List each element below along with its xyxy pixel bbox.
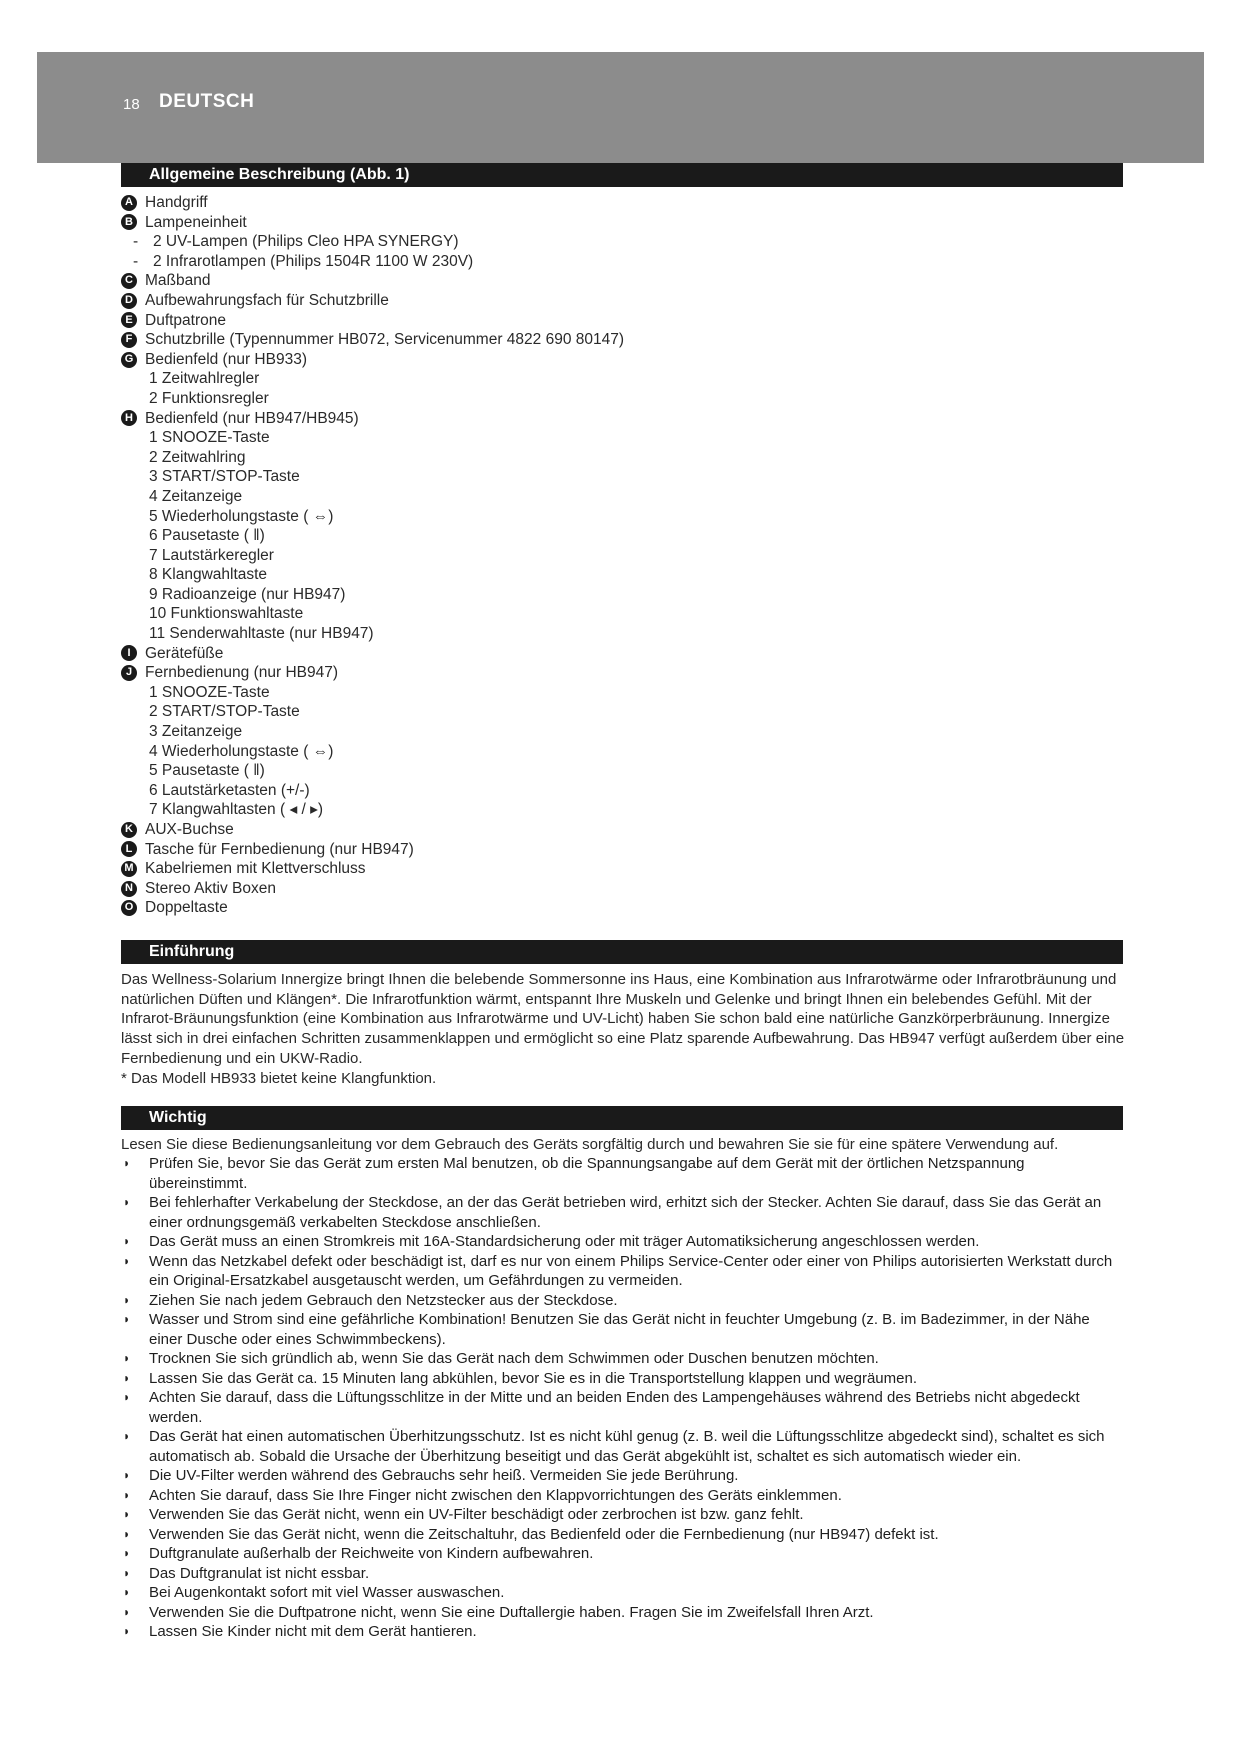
letter-badge: H <box>121 410 137 426</box>
safety-bullet <box>121 1544 1126 1564</box>
component-label: Aufbewahrungsfach für Schutzbrille <box>145 291 389 309</box>
bullet-text: Verwenden Sie die Duftpatrone nicht, wenn Sie eine Duftallergie haben. Fragen Sie im Zweifelsfall Ihren Arzt. <box>149 1603 874 1621</box>
component-item <box>121 820 1121 840</box>
component-item <box>121 644 1121 664</box>
bullet-text: Das Gerät muss an einen Stromkreis mit 16A-Standardsicherung oder mit träger Automatiksicherung angeschlossen werden. <box>149 1233 980 1250</box>
safety-bullet <box>121 1603 1126 1623</box>
page-header <box>37 52 1204 163</box>
component-label: AUX-Buchse <box>145 821 234 838</box>
bullet-marker-icon: ◗ <box>123 1390 131 1404</box>
safety-bullet-list <box>121 1154 1126 1642</box>
bullet-marker-icon: ◗ <box>123 1156 131 1170</box>
component-label: Tasche für Fernbedienung (nur HB947) <box>145 840 414 858</box>
safety-bullet <box>121 1349 1126 1369</box>
component-item <box>121 291 1121 311</box>
bullet-text: Das Duftgranulat ist nicht essbar. <box>149 1564 370 1582</box>
component-label: Schutzbrille (Typennummer HB072, Servicenummer 4822 690 80147) <box>145 331 625 349</box>
bullet-text: Verwenden Sie das Gerät nicht, wenn die Zeitschaltuhr, das Bedienfeld oder die Fernbedienung (nur HB947) defekt ist. <box>149 1525 939 1543</box>
bullet-marker-icon: ◗ <box>123 1234 131 1248</box>
component-sublist <box>121 683 1121 820</box>
component-item <box>121 879 1121 899</box>
component-subitem: 6 Lautstärketasten (+/-) <box>149 781 310 799</box>
component-label: Gerätefüße <box>145 644 224 662</box>
safety-bullet <box>121 1252 1126 1291</box>
component-subitem: - 2 UV-Lampen (Philips Cleo HPA SYNERGY) <box>121 232 1121 252</box>
bullet-text: Bei fehlerhafter Verkabelung der Steckdose, an der das Gerät betrieben wird, erhitzt sich der Stecker. Achten Sie darauf, dass Sie das Gerät an einer ordnungsgemäß verkabelten Steckdose anschließen. <box>149 1194 1102 1231</box>
letter-badge: G <box>121 352 137 368</box>
component-subitem: 1 SNOOZE-Taste <box>149 683 270 701</box>
language-title: DEUTSCH <box>159 91 255 112</box>
component-label: Bedienfeld (nur HB947/HB945) <box>145 409 359 427</box>
section-title-intro: Einführung <box>121 940 1123 964</box>
component-subitem: 10 Funktionswahltaste <box>149 605 304 623</box>
letter-badge: K <box>121 822 137 838</box>
safety-bullet <box>121 1427 1126 1466</box>
page-number: 18 <box>123 96 140 113</box>
bullet-text: Wenn das Netzkabel defekt oder beschädigt ist, darf es nur von einem Philips Service-Center oder einer von Philips autorisierten Werkstatt durch ein Original-Ersatzkabel ausgetauscht werden, um Gefährdungen zu vermeiden. <box>149 1252 1113 1289</box>
component-subitem: 1 Zeitwahlregler <box>149 370 260 388</box>
component-subitem: 3 Zeitanzeige <box>149 723 243 741</box>
safety-bullet <box>121 1388 1126 1427</box>
component-subitem: 7 Klangwahltasten ( ◂ / ▸) <box>149 801 324 819</box>
safety-bullet <box>121 1193 1126 1232</box>
safety-bullet <box>121 1525 1126 1545</box>
component-label: Stereo Aktiv Boxen <box>145 879 276 897</box>
bullet-text: Achten Sie darauf, dass Sie Ihre Finger nicht zwischen den Klappvorrichtungen des Geräts einklemmen. <box>149 1486 842 1504</box>
bullet-marker-icon: ◗ <box>123 1487 131 1502</box>
bullet-marker-icon: ◗ <box>123 1604 131 1619</box>
bullet-text: Duftgranulate außerhalb der Reichweite von Kindern aufbewahren. <box>149 1545 594 1562</box>
bullet-marker-icon: ◗ <box>123 1468 131 1482</box>
bullet-marker-icon: ◗ <box>123 1292 131 1307</box>
component-subitem: 4 Wiederholungstaste ( ⇔) <box>149 742 334 760</box>
bullet-text: Verwenden Sie das Gerät nicht, wenn ein UV-Filter beschädigt oder zerbrochen ist bzw. ganz fehlt. <box>149 1506 804 1523</box>
bullet-text: Lassen Sie das Gerät ca. 15 Minuten lang abkühlen, bevor Sie es in die Transportstellung klappen und wegräumen. <box>149 1369 917 1387</box>
component-sublist <box>121 369 1121 408</box>
bullet-text: Lassen Sie Kinder nicht mit dem Gerät hantieren. <box>149 1623 477 1640</box>
bullet-text: Prüfen Sie, bevor Sie das Gerät zum ersten Mal benutzen, ob die Spannungsangabe auf dem Gerät mit der örtlichen Netzspannung übereinstimmt. <box>149 1155 1025 1192</box>
safety-bullet <box>121 1505 1126 1525</box>
component-subitem: - 2 Infrarotlampen (Philips 1504R 1100 W 230V) <box>121 252 1121 272</box>
section-title-important: Wichtig <box>121 1106 1123 1130</box>
bullet-marker-icon: ◗ <box>123 1585 131 1599</box>
component-item <box>121 271 1121 291</box>
component-item <box>121 311 1121 331</box>
bullet-marker-icon: ◗ <box>123 1312 131 1326</box>
component-subitem: 5 Pausetaste ( ǁ) <box>149 762 265 780</box>
bullet-text: Achten Sie darauf, dass die Lüftungsschlitze in der Mitte und an beiden Enden des Lampengehäuses während des Betriebs nicht abgedeckt werden. <box>149 1389 1080 1426</box>
bullet-text: Bei Augenkontakt sofort mit viel Wasser auswaschen. <box>149 1584 505 1601</box>
intro-footnote: * Das Modell HB933 bietet keine Klangfunktion. <box>121 1069 437 1087</box>
component-subitem: 2 START/STOP-Taste <box>149 703 300 721</box>
bullet-marker-icon: ◗ <box>123 1546 131 1560</box>
letter-badge: I <box>121 645 137 661</box>
component-subitem: 8 Klangwahltaste <box>149 566 268 584</box>
safety-bullet <box>121 1310 1126 1349</box>
bullet-marker-icon: ◗ <box>123 1351 131 1365</box>
component-sublist <box>121 428 1121 644</box>
component-item <box>121 193 1121 213</box>
component-subitem: 6 Pausetaste ( ǁ) <box>149 527 265 545</box>
component-subitem: 7 Lautstärkeregler <box>149 546 274 564</box>
component-label: Handgriff <box>145 194 208 211</box>
component-label: Lampeneinheit <box>145 213 247 231</box>
bullet-text: Wasser und Strom sind eine gefährliche Kombination! Benutzen Sie das Gerät nicht in feuchter Umgebung (z. B. im Badezimmer, in der Nähe einer Dusche oder eines Schwimmbeckens). <box>149 1311 1090 1348</box>
component-label: Duftpatrone <box>145 311 226 329</box>
intro-text <box>121 970 1126 1088</box>
letter-badge: C <box>121 273 137 289</box>
letter-badge: N <box>121 881 137 897</box>
bullet-marker-icon: ◗ <box>123 1253 131 1268</box>
bullet-text: Ziehen Sie nach jedem Gebrauch den Netzstecker aus der Steckdose. <box>149 1291 618 1309</box>
letter-badge: E <box>121 312 137 328</box>
component-label: Maßband <box>145 272 211 290</box>
letter-badge: O <box>121 900 137 916</box>
letter-badge: B <box>121 214 137 230</box>
component-subitem: 1 SNOOZE-Taste <box>149 429 270 447</box>
component-subitem: 11 Senderwahltaste (nur HB947) <box>149 625 374 643</box>
component-item <box>121 898 1121 918</box>
letter-badge: J <box>121 665 137 681</box>
component-subitem: 3 START/STOP-Taste <box>149 468 300 486</box>
section-title-description: Allgemeine Beschreibung (Abb. 1) <box>121 163 1123 187</box>
component-item <box>121 330 1121 350</box>
component-item <box>121 213 1121 272</box>
bullet-marker-icon: ◗ <box>123 1526 131 1541</box>
component-subitem: 5 Wiederholungstaste ( ⇔) <box>149 507 334 525</box>
component-list <box>121 193 1121 918</box>
safety-bullet <box>121 1486 1126 1506</box>
component-item <box>121 859 1121 879</box>
letter-badge: D <box>121 293 137 309</box>
bullet-marker-icon: ◗ <box>123 1429 131 1443</box>
safety-bullet <box>121 1622 1126 1642</box>
component-label: Doppeltaste <box>145 899 228 917</box>
safety-bullet <box>121 1466 1126 1486</box>
component-label: Bedienfeld (nur HB933) <box>145 350 307 368</box>
safety-bullet <box>121 1564 1126 1584</box>
component-subitem: 2 Zeitwahlring <box>149 448 246 466</box>
component-subitem: 4 Zeitanzeige <box>149 487 243 505</box>
letter-badge: L <box>121 841 137 857</box>
safety-bullet <box>121 1154 1126 1193</box>
component-label: Kabelriemen mit Klettverschluss <box>145 860 366 878</box>
bullet-text: Die UV-Filter werden während des Gebrauchs sehr heiß. Vermeiden Sie jede Berührung. <box>149 1467 739 1484</box>
bullet-text: Trocknen Sie sich gründlich ab, wenn Sie das Gerät nach dem Schwimmen oder Duschen benutzen möchten. <box>149 1350 879 1367</box>
bullet-marker-icon: ◗ <box>123 1565 131 1580</box>
safety-bullet <box>121 1232 1126 1252</box>
bullet-marker-icon: ◗ <box>123 1624 131 1638</box>
letter-badge: F <box>121 332 137 348</box>
important-lead: Lesen Sie diese Bedienungsanleitung vor dem Gebrauch des Geräts sorgfältig durch und bewahren Sie sie für eine spätere Verwendung auf. <box>121 1136 1059 1153</box>
component-subitem: 9 Radioanzeige (nur HB947) <box>149 585 346 603</box>
letter-badge: A <box>121 195 137 211</box>
component-subitem: 2 Funktionsregler <box>149 389 269 407</box>
bullet-marker-icon: ◗ <box>123 1507 131 1521</box>
safety-bullet <box>121 1583 1126 1603</box>
bullet-text: Das Gerät hat einen automatischen Überhitzungsschutz. Ist es nicht kühl genug (z. B. weil die Lüftungsschlitze abgedeckt sind), schaltet es sich automatisch ab. Sobald die Ursache der Überhitzung beseitigt und das Gerät abgekühlt ist, schaltet es sich automatisch wieder ein. <box>149 1428 1105 1465</box>
safety-bullet <box>121 1291 1126 1311</box>
bullet-marker-icon: ◗ <box>123 1370 131 1385</box>
component-item <box>121 409 1121 644</box>
safety-bullet <box>121 1369 1126 1389</box>
component-item <box>121 663 1121 820</box>
component-item <box>121 840 1121 860</box>
component-item <box>121 350 1121 409</box>
component-sublist <box>121 232 1121 271</box>
bullet-marker-icon: ◗ <box>123 1195 131 1209</box>
component-label: Fernbedienung (nur HB947) <box>145 664 339 682</box>
intro-paragraph: Das Wellness-Solarium Innergize bringt Ihnen die belebende Sommersonne ins Haus, eine Kombination aus Infrarotwärme oder Infrarotbräunung und natürlichen Düften und Klängen*. Die Infrarotfunktion wärmt, entspannt Ihre Muskeln und Gelenke und bringt Ihnen ein belebendes Gefühl. Mit der Infrarot-Bräunungsfunktion (eine Kombination aus Infrarotwärme und UV-Licht) haben Sie schon bald eine natürliche Ganzkörperbräunung. Innergize lässt sich in drei einfachen Schritten zusammenklappen und ermöglicht so eine Platz sparende Aufbewahrung. Das HB947 verfügt außerdem über eine Fernbedienung und ein UKW-Radio. <box>121 971 1125 1067</box>
letter-badge: M <box>121 861 137 877</box>
